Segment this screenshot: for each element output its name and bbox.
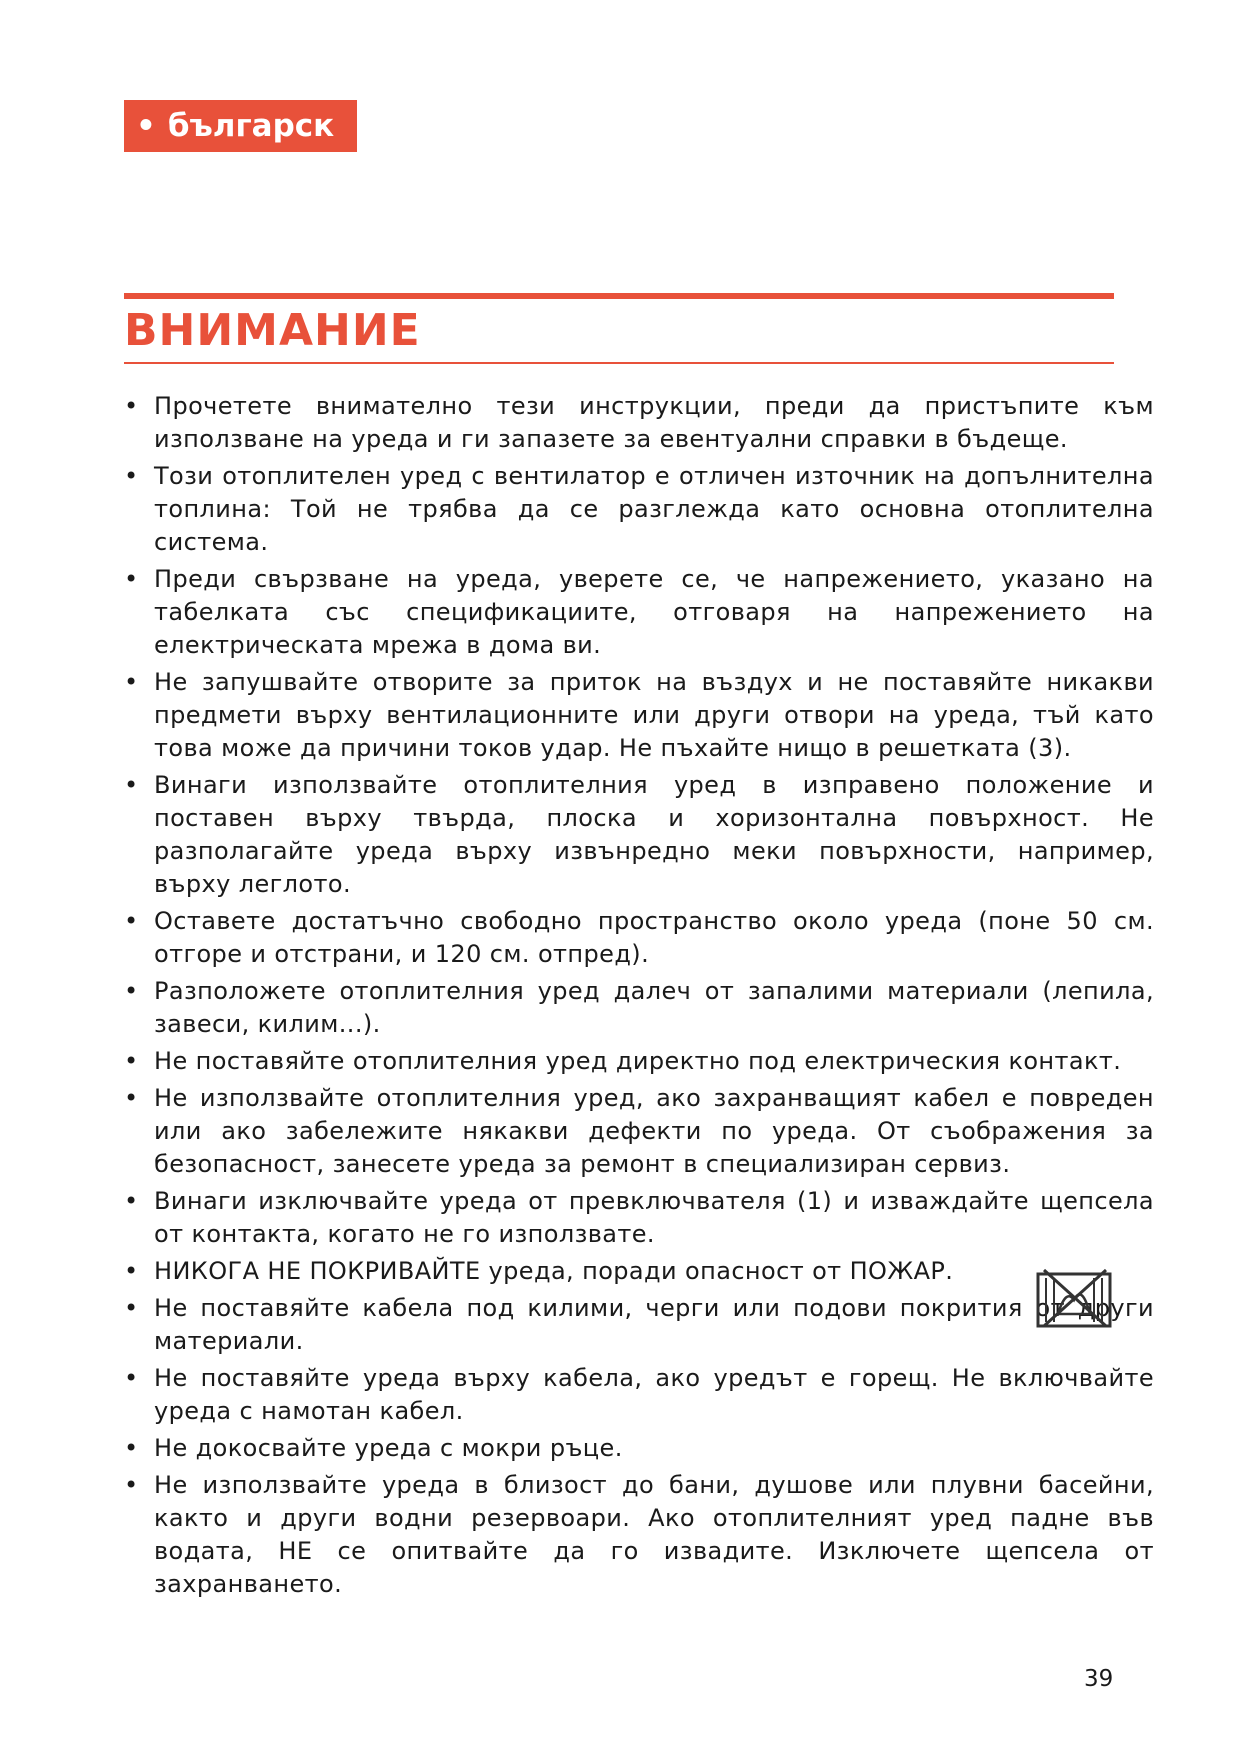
list-item [124,563,1154,662]
bullet: • [124,977,139,1005]
list-item [124,769,1154,901]
list-item-text: Не поставяйте кабела под килими, черги или подови покрития от други материали. [154,1294,1154,1355]
bullet: • [124,1471,139,1499]
bullet: • [124,907,139,935]
heading-rule-top [124,293,1114,299]
language-tag [124,100,357,152]
bullet: • [124,462,139,490]
list-item-text: Не поставяйте отоплителния уред директно под електрическия контакт. [154,1047,1122,1075]
list-item-text: Не използвайте отоплителния уред, ако захранващият кабел е повреден или ако забележите някакви дефекти по уреда. От съображения за безопасност, занесете уреда за ремонт в специализиран сервиз. [154,1084,1154,1178]
list-item-text: Не използвайте уреда в близост до бани, душове или плувни басейни, както и други водни резервоари. Ако отоплителният уред падне във водата, НЕ се опитвайте да го извадите. Изключете щепсела от захранването. [154,1471,1154,1598]
bullet: • [124,1294,139,1322]
bullet: • [124,1434,139,1462]
list-item-text: Винаги използвайте отоплителния уред в изправено положение и поставен върху твърда, плоска и хоризонтална повърхност. Не разполагайте уреда върху извънредно меки повърхности, например, върху леглото. [154,771,1154,898]
list-item [124,1362,1154,1428]
list-item-text: Преди свързване на уреда, уверете се, че напрежението, указано на табелката със спецификациите, отговаря на напрежението на електрическата мрежа в дома ви. [154,565,1154,659]
list-item-text: Не поставяйте уреда върху кабела, ако уредът е горещ. Не включвайте уреда с намотан кабел. [154,1364,1154,1425]
bullet: • [124,668,139,696]
heading-rule-bottom [124,362,1114,364]
list-item [124,1082,1154,1181]
page-title: ВНИМАНИЕ [124,305,421,356]
list-item [124,1432,1154,1465]
list-item-text: Оставете достатъчно свободно пространство около уреда (поне 50 см. отгоре и отстрани, и 120 см. отпред). [154,907,1154,968]
list-item-text: Винаги изключвайте уреда от превключвателя (1) и изваждайте щепсела от контакта, когато не го използвате. [154,1187,1154,1248]
list-item [124,1045,1154,1078]
bullet: • [124,565,139,593]
bullet: • [124,392,139,420]
list-item [124,905,1154,971]
bullet: • [124,1084,139,1112]
list-item [124,1469,1154,1601]
bullet: • [124,1187,139,1215]
list-item [124,1292,1154,1358]
bullet: • [124,771,139,799]
page-number: 39 [1084,1666,1114,1692]
warnings-list [124,390,1154,1605]
bullet: • [124,1047,139,1075]
list-item-text: Не докосвайте уреда с мокри ръце. [154,1434,623,1462]
list-item-text: Разположете отоплителния уред далеч от запалими материали (лепила, завеси, килим...). [154,977,1154,1038]
list-item [124,666,1154,765]
list-item [124,390,1154,456]
list-item-text: Не запушвайте отворите за приток на въздух и не поставяйте никакви предмети върху вентилационните или други отвори на уреда, тъй като това може да причини токов удар. Не пъхайте нищо в решетката (3). [154,668,1154,762]
bullet: • [124,1364,139,1392]
list-item [124,460,1154,559]
list-item-text: НИКОГА НЕ ПОКРИВАЙТЕ уреда, поради опасност от ПОЖАР. [154,1257,954,1285]
language-tag-bullet: • [136,108,156,144]
language-tag-label: българск [167,108,335,144]
do-not-cover-icon [1034,1264,1114,1330]
list-item [124,975,1154,1041]
list-item-text: Прочетете внимателно тези инструкции, преди да пристъпите към използване на уреда и ги запазете за евентуални справки в бъдеще. [154,392,1154,453]
list-item [124,1255,1154,1288]
list-item-text: Този отоплителен уред с вентилатор е отличен източник на допълнителна топлина: Той не трябва да се разглежда като основна отоплителна система. [154,462,1154,556]
list-item [124,1185,1154,1251]
bullet: • [124,1257,139,1285]
